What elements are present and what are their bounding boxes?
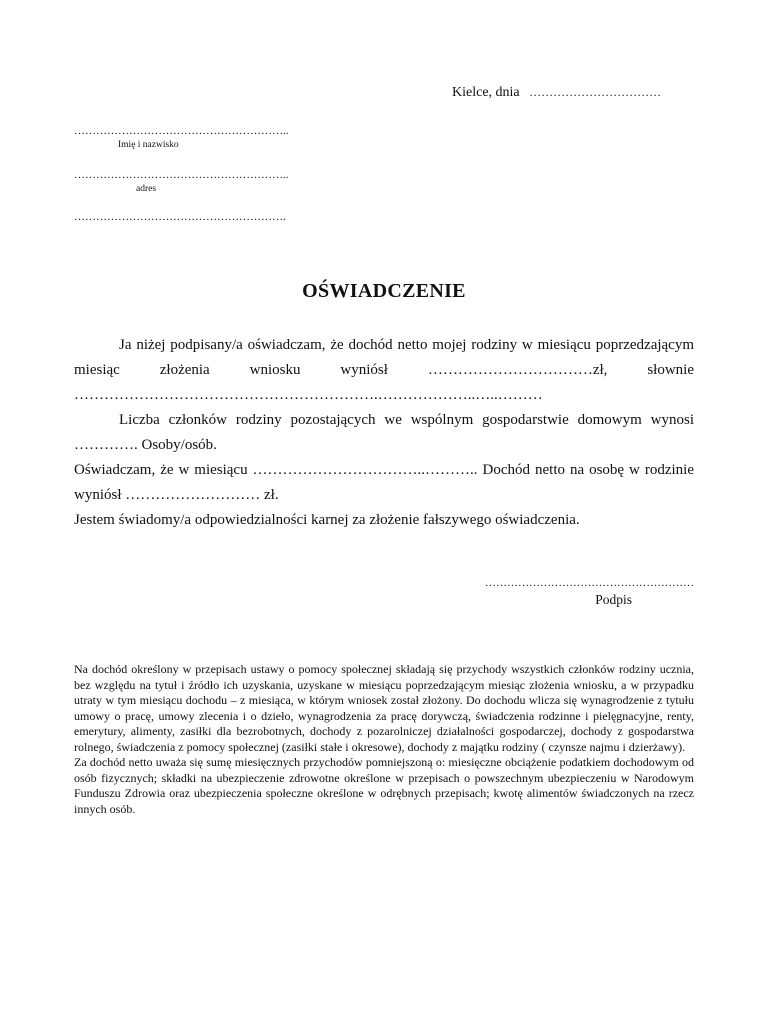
date-dotted-line: …………………………… xyxy=(529,85,662,99)
per-person-income-paragraph: Oświadczam, że w miesiącu ……………………………..……….. Dochód netto na osobę w rodzinie wyniósł ……………………… zł. xyxy=(74,462,694,503)
address-dotted-line: ………………………………………………….. xyxy=(74,169,289,181)
address-caption: adres xyxy=(136,184,157,194)
address-dotted-line-2: …………………………………………………. xyxy=(74,211,286,223)
address-field-2 xyxy=(74,211,286,223)
name-dotted-line: ………………………………………………….. xyxy=(74,125,289,137)
declaration-body xyxy=(74,333,694,533)
signature-dotted-line: ………………………………………………… xyxy=(485,577,694,589)
income-definition-note: Na dochód określony w przepisach ustawy o pomocy społecznej składają się przychody wszystkich członków rodziny ucznia, bez względu na tytuł i źródło ich uzyskania, uzyskane w miesiącu poprzedzającym miesiąc złożenia wniosku, a w przypadku utraty w tym miesiącu dochodu – z miesiąca, w którym wniosek został złożony. Do dochodu wlicza się wynagrodzenie z tytułu umowy o pracę, umowy zlecenia i o dzieło, wynagrodzenia za pracę dorywczą, świadczenia rodzinne i pielęgnacyjne, renty, emerytury, alimenty, zasiłki dla bezrobotnych, dochody z pozarolniczej działalności gospodarczej, dochody z gospodarstwa rolnego, świadczenia z pomocy społecznej (zasiłki stałe i okresowe), dochody z majątku rodziny ( czynsze najmu i dzierżawy). xyxy=(74,662,694,754)
document-title: OŚWIADCZENIE xyxy=(302,280,466,302)
net-income-definition-note: Za dochód netto uważa się sumę miesięcznych przychodów pomniejszoną o: miesięczne obciążenie podatkiem dochodowym od osób fizycznych; składki na ubezpieczenie zdrowotne określone w przepisach o powszechnym ubezpieczeniu w Narodowym Funduszu Zdrowia oraz ubezpieczenia społeczne określone w odrębnych przepisach; kwotę alimentów świadczonych na rzecz innych osób. xyxy=(74,755,694,816)
signature-block xyxy=(426,577,694,608)
income-notes xyxy=(74,662,694,817)
household-paragraph: Liczba członków rodziny pozostających we wspólnym gospodarstwie domowym wynosi …………. Osoby/osób. xyxy=(74,412,694,453)
signature-caption: Podpis xyxy=(595,592,632,607)
place-date-label: Kielce, dnia xyxy=(452,85,520,100)
name-caption: Imię i nazwisko xyxy=(118,140,179,150)
liability-paragraph: Jestem świadomy/a odpowiedzialności karnej za złożenie fałszywego oświadczenia. xyxy=(74,512,580,528)
name-field xyxy=(74,125,289,150)
address-field xyxy=(74,169,289,194)
income-paragraph: Ja niżej podpisany/a oświadczam, że dochód netto mojej rodziny w miesiącu poprzedzającym miesiąc złożenia wniosku wyniósł ……………………………zł, słownie …………………………………………………….………………..…..……… xyxy=(74,337,694,403)
place-date-line xyxy=(452,85,661,101)
